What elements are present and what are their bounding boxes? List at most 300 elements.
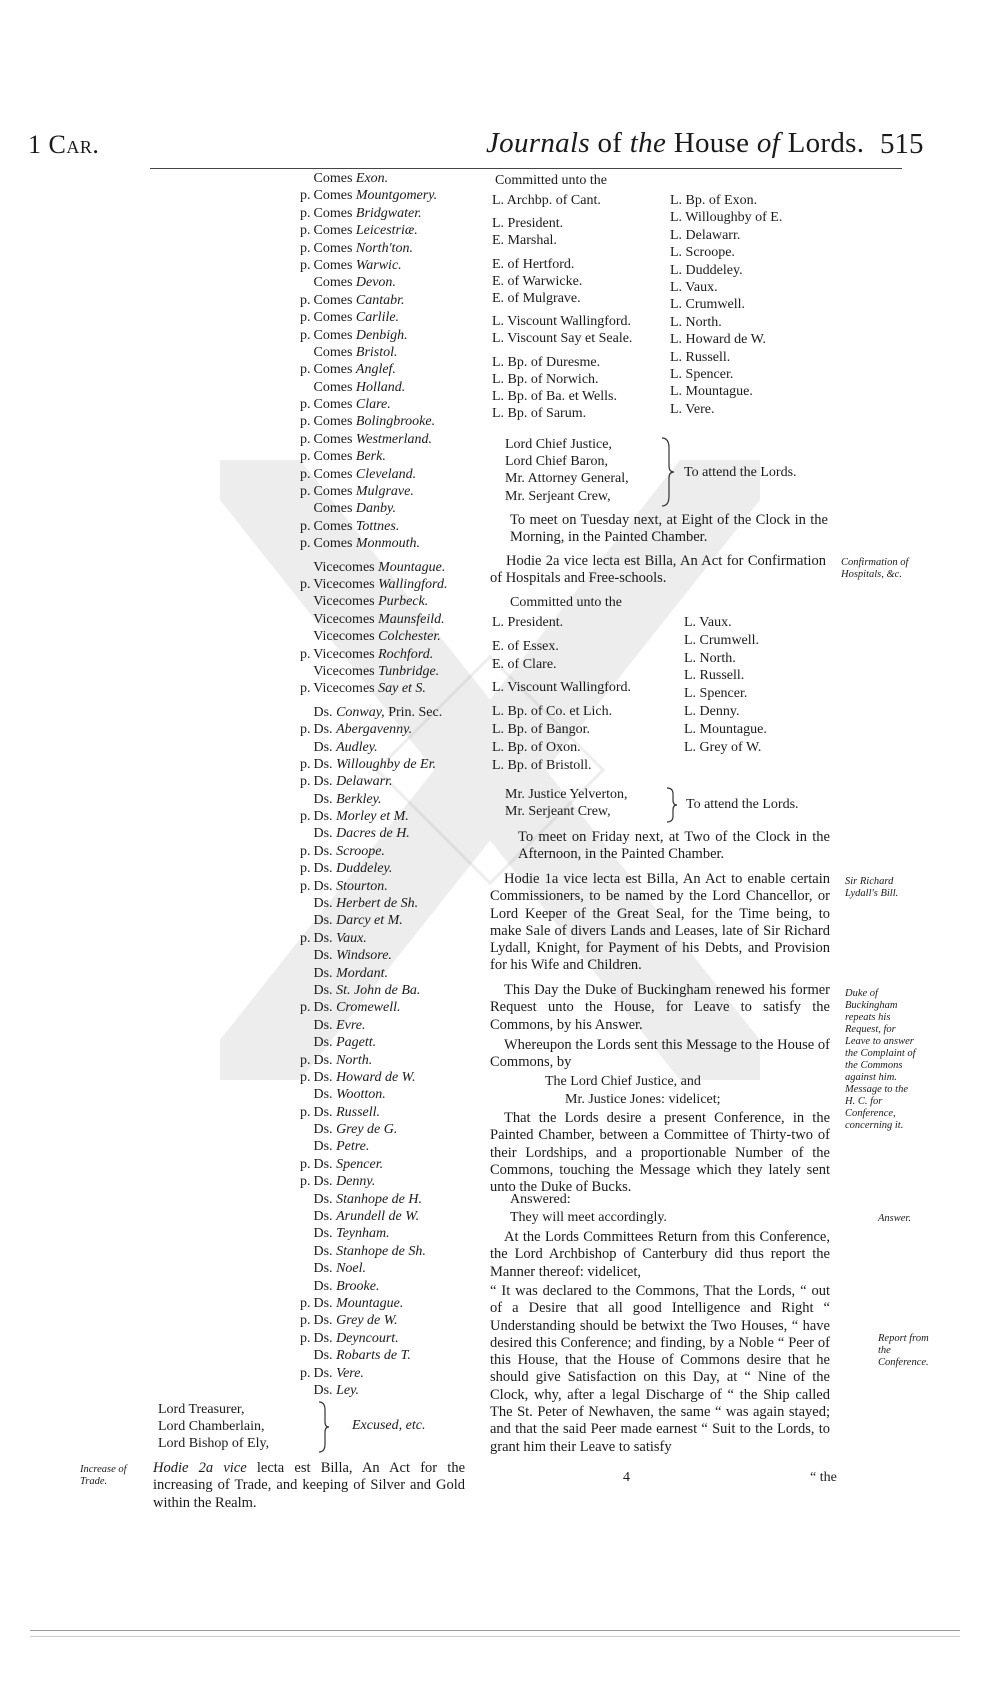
present-mark: p. [300,1156,311,1172]
roll-rank: Comes [313,171,353,186]
roll-title: Vaux. [336,930,367,946]
roll-rank: Comes [313,205,353,221]
present-mark: p. [300,518,311,534]
bill-hospitals-text: Hodie 2a vice lecta est Billa, An Act for Confirmation of Hospitals and Free-schools. [490,553,826,587]
present-mark: p. [300,809,311,825]
present-mark: p. [300,722,311,738]
roll-title: Maunsfeild. [378,611,445,627]
roll-entry [300,1173,475,1190]
roll-title: Devon. [355,275,396,291]
committee-member: L. Russell. [670,349,731,365]
roll-title: Abergavenny. [336,722,413,738]
roll-entry [300,1382,475,1399]
roll-title: Herbert de Sh. [336,896,419,912]
brace [660,436,676,508]
roll-title: Say et S. [378,681,426,697]
roll-rank: Ds. [313,1104,333,1120]
roll-title: Mountague. [378,559,446,575]
roll-title: Willoughby de Er. [336,756,436,772]
roll-title: Exon. [355,171,389,186]
roll-title: Vere. [336,1365,364,1381]
report-quote: “ It was declared to the Commons, That the Lords, “ out of a Desire that all good Intelligence and Right “ Understanding should be betwixt the Two Houses, “ have desired this Conference; and finding, by a Noble “ Peer of this House, that the House of Commons desire that he should give Satisfaction on this Day, at “ Nine of the Clock, why, after a legal Discharge of “ the Ship called The St. Peter of Newhaven, the same “ was again stayed; and that the said Peer made earnest “ Suit to the Lords, to grant him their Leave to satisfy [490,1283,830,1455]
committee1-heading: Committed unto the [495,173,607,188]
roll-rank: Ds. [313,930,333,946]
present-mark: p. [300,292,311,308]
roll-entry [300,1191,475,1208]
roll-title: Cromewell. [336,1000,401,1016]
present-mark: p. [300,310,311,326]
roll-entry [300,1225,475,1242]
present-mark: p. [300,878,311,894]
roll-rank: Ds. [313,896,333,912]
roll-entry [300,999,475,1016]
committee-member: L. Crumwell. [670,297,746,313]
roll-rank: Ds. [313,1052,333,1068]
margin-note-buckingham: Duke of Buckingham repeats his Request, for Leave to answer the Complaint of the Commons against him. Message to the H. C. for Conference, concerning it. [845,988,916,1131]
roll-rank: Comes [313,240,353,256]
roll-title: Grey de G. [336,1122,398,1138]
committee-member: Lord Chief Baron, [505,454,609,470]
roll-title: Cleveland. [355,466,417,482]
committee2-meet: To meet on Friday next, at Two of the Clock in the Afternoon, in the Painted Chamber. [518,829,830,863]
committee-member: L. Denny. [684,703,740,719]
buckingham-para2: Whereupon the Lords sent this Message to the House of Commons, by [490,1037,830,1071]
roll-entry [300,825,475,842]
committee-member: L. Bp. of Exon. [670,193,758,208]
roll-rank: Ds. [313,861,333,877]
roll-title: Windsore. [336,948,392,964]
committee-member: L. Duddeley. [670,262,743,278]
roll-rank: Comes [313,344,353,360]
roll-rank: Comes [313,327,353,343]
roll-entry [300,379,475,396]
roll-title: Denbigh. [355,327,408,343]
present-mark: p. [300,576,311,592]
roll-entry [300,187,475,204]
present-mark: p. [300,466,311,482]
roll-rank: Ds. [313,1348,333,1364]
roll-rank: Ds. [313,791,333,807]
roll-title: Stanhope de H. [336,1191,422,1207]
present-mark: p. [300,646,311,662]
committee-member: Mr. Attorney General, [505,471,629,487]
roll-rank: Ds. [313,1174,333,1190]
roll-entry [300,1069,475,1086]
committee-member: L. Vaux. [670,279,718,295]
roll-entry [300,327,475,344]
roll-title: Stanhope de Sh. [336,1243,426,1259]
roll-title: Leicestriæ. [355,223,418,239]
roll-title: Cantabr. [355,292,405,308]
roll-rank: Ds. [313,756,333,772]
roll-entry [300,895,475,912]
present-mark: p. [300,774,311,790]
roll-rank: Ds. [313,878,333,894]
roll-entry [300,912,475,929]
margin-note-answer: Answer. [878,1213,911,1224]
roll-title: Colchester. [378,629,441,645]
roll-entry [300,808,475,825]
roll-title: Wootton. [336,1087,386,1103]
roll-title: Warwic. [355,257,402,273]
committee1-meet: To meet on Tuesday next, at Eight of the Clock in the Morning, in the Painted Chamber. [510,512,828,546]
committee-member: L. Bp. of Co. et Lich. [492,704,613,720]
committee-member: E. of Warwicke. [492,273,583,289]
roll-rank: Ds. [313,1261,333,1277]
present-mark: p. [300,431,311,447]
committee-member: E. Marshal. [492,233,557,249]
committee-member: L. Bp. of Bristoll. [492,757,592,773]
roll-title: Darcy et M. [336,913,403,929]
roll-rank: Comes [313,292,353,308]
roll-entry [300,860,475,877]
roll-title: Morley et M. [336,809,409,825]
present-mark: p. [300,861,311,877]
roll-entry [300,739,475,756]
roll-title: Purbeck. [378,594,429,610]
roll-suffix: Prin. Sec. [388,704,443,720]
roll-entry [300,947,475,964]
roll-title: Robarts de T. [336,1348,411,1364]
roll-title: Russell. [336,1104,381,1120]
roll-entry [300,1138,475,1155]
buckingham-messenger: The Lord Chief Justice, and [545,1074,701,1089]
roll-entry [300,773,475,790]
margin-note-hospitals: Confirmation of Hospitals, &c. [841,557,909,580]
roll-entry [300,1052,475,1069]
committee2-attend-label: To attend the Lords. [686,797,799,812]
roll-rank: Ds. [313,1139,333,1155]
present-mark: p. [300,930,311,946]
roll-entry [300,309,475,326]
buckingham-messenger: Mr. Justice Jones: videlicet; [565,1092,721,1107]
page-number: 515 [880,128,924,160]
roll-rank: Vicecomes [313,594,375,610]
committee-member: L. Bp. of Norwich. [492,371,599,387]
roll-title: Clare. [355,397,391,413]
buckingham-para1: This Day the Duke of Buckingham renewed his former Request unto the House, for Leave to satisfy the Commons, by his Answer. [490,982,830,1033]
roll-rank: Comes [313,223,353,239]
committee-member: Mr. Serjeant Crew, [505,488,611,504]
roll-title: Dacres de H. [336,826,410,842]
roll-rank: Ds. [313,1243,333,1259]
excused-label: Excused, etc. [352,1418,426,1433]
committee-member: L. President. [492,216,564,232]
present-mark: p. [300,1296,311,1311]
roll-entry [300,1347,475,1364]
roll-call-list [300,170,475,1399]
roll-title: Howard de W. [336,1069,416,1085]
roll-title: Wallingford. [378,576,448,592]
roll-entry [300,1034,475,1051]
roll-entry [300,843,475,860]
present-mark: p. [300,1365,311,1381]
excused-line: Lord Treasurer, [158,1402,245,1417]
roll-title: Tottnes. [355,518,400,534]
roll-rank: Ds. [313,1069,333,1085]
roll-rank: Comes [313,484,353,500]
roll-title: Mordant. [336,965,389,981]
roll-title: Denny. [336,1174,376,1190]
present-mark: p. [300,756,311,772]
committee-member: L. Bp. of Duresme. [492,354,601,370]
roll-rank: Ds. [313,739,333,755]
excused-line: Lord Chamberlain, [158,1419,265,1434]
roll-rank: Ds. [313,1330,333,1346]
roll-entry [300,222,475,239]
roll-title: Carlile. [355,310,400,326]
committee-member: E. of Clare. [492,656,557,672]
committee-member: L. Vaux. [684,615,732,630]
committee-member: L. Russell. [684,668,745,684]
catchword: “ the [810,1470,837,1485]
report-intro: At the Lords Committees Return from this Conference, the Lord Archbishop of Canterbury did thus report the Manner thereof: videlicet, [490,1229,830,1280]
roll-rank: Ds. [313,1278,333,1294]
roll-title: Stourton. [336,878,388,894]
roll-entry [300,611,475,628]
roll-title: North. [336,1052,373,1068]
roll-rank: Comes [313,257,353,273]
committee-member: L. Spencer. [684,686,748,702]
roll-entry [300,1017,475,1034]
roll-title: Berkley. [336,791,382,807]
excused-lords [158,1401,269,1452]
header-rule [150,168,902,169]
roll-entry [300,1121,475,1138]
roll-title: Mulgrave. [355,484,414,500]
committee-member: L. Mountague. [684,721,767,737]
committee-member: L. Bp. of Oxon. [492,739,581,755]
roll-title: Rochford. [378,646,434,662]
roll-entry [300,680,475,697]
roll-entry [300,721,475,738]
roll-title: St. John de Ba. [336,982,421,998]
roll-rank: Ds. [313,1087,333,1103]
roll-rank: Vicecomes [313,629,375,645]
roll-title: Noel. [336,1261,367,1277]
roll-entry [300,483,475,500]
roll-rank: Comes [313,431,353,447]
roll-title: Bristol. [355,344,398,360]
running-head-title: Journals of the House of Lords. [486,127,865,159]
present-mark: p. [300,449,311,465]
roll-entry [300,930,475,947]
committee-member: E. of Mulgrave. [492,290,581,306]
roll-title: Bolingbrooke. [355,414,436,430]
roll-entry [300,1330,475,1347]
committee-member: Lord Chief Justice, [505,437,612,452]
roll-entry [300,170,475,187]
roll-entry [300,965,475,982]
committee-member: L. Delawarr. [670,227,741,243]
roll-title: Pagett. [336,1035,377,1051]
present-mark: p. [300,1069,311,1085]
committee1-attend-label: To attend the Lords. [684,465,797,480]
roll-rank: Ds. [313,948,333,964]
roll-rank: Ds. [313,1226,333,1242]
roll-rank: Comes [313,397,353,413]
roll-entry [300,628,475,645]
roll-rank: Comes [313,275,353,291]
present-mark: p. [300,1000,311,1016]
roll-rank: Comes [313,379,353,395]
roll-rank: Ds. [313,1209,333,1225]
committee-member: L. Viscount Wallingford. [492,314,632,330]
roll-entry [300,292,475,309]
margin-note-lydall: Sir Richard Lydall's Bill. [845,876,899,899]
roll-title: Berk. [355,449,386,465]
roll-entry [300,257,475,274]
roll-rank: Comes [313,449,353,465]
committee-member: L. President. [492,615,564,630]
roll-rank: Vicecomes [313,611,375,627]
brace [665,786,679,824]
roll-entry [300,791,475,808]
committee-member: L. Scroope. [670,245,735,261]
margin-note-trade: Increase of Trade. [80,1464,127,1487]
roll-entry [300,448,475,465]
present-mark: p. [300,188,311,204]
committee-member: L. Bp. of Ba. et Wells. [492,388,617,404]
roll-entry [300,1243,475,1260]
committee1-left-list [492,192,632,422]
roll-rank: Ds. [313,704,333,720]
answer-text: They will meet accordingly. [510,1210,667,1225]
present-mark: p. [300,414,311,430]
present-mark: p. [300,257,311,273]
roll-title: Teynham. [336,1226,390,1242]
roll-entry [300,704,475,721]
roll-title: Brooke. [336,1278,380,1294]
roll-rank: Ds. [313,1296,333,1311]
roll-rank: Ds. [313,1365,333,1381]
brace [317,1400,331,1454]
committee1-right-list [670,192,782,418]
roll-entry [300,1260,475,1277]
roll-entry [300,240,475,257]
committee-member: L. Willoughby of E. [670,210,783,226]
present-mark: p. [300,1330,311,1346]
roll-rank: Ds. [313,1156,333,1172]
signature-mark: 4 [623,1470,630,1485]
roll-rank: Comes [313,310,353,326]
roll-rank: Ds. [313,809,333,825]
roll-entry [300,646,475,663]
roll-rank: Ds. [313,843,333,859]
roll-rank: Ds. [313,1035,333,1051]
committee-member: L. Viscount Say et Seale. [492,331,633,347]
roll-title: Mountgomery. [355,188,438,204]
roll-title: Westmerland. [355,431,432,447]
roll-entry [300,559,475,576]
roll-rank: Comes [313,414,353,430]
present-mark: p. [300,843,311,859]
roll-title: Anglef. [355,362,396,378]
committee-member: E. of Essex. [492,638,559,654]
present-mark: p. [300,536,311,552]
roll-entry [300,361,475,378]
roll-title: Arundell de W. [336,1209,420,1225]
committee-member: L. Grey of W. [684,739,762,755]
present-mark: p. [300,1174,311,1190]
committee-member: Mr. Justice Yelverton, [505,787,628,802]
roll-title: Ley. [336,1382,360,1398]
present-mark: p. [300,1313,311,1329]
present-mark: p. [300,223,311,239]
roll-entry [300,413,475,430]
bottom-rule [30,1636,960,1637]
roll-title: North'ton. [355,240,413,256]
roll-entry [300,576,475,593]
roll-rank: Ds. [313,722,333,738]
roll-entry [300,1365,475,1382]
roll-rank: Comes [313,188,353,204]
committee-member: L. North. [684,650,736,666]
committee-member: L. Bp. of Sarum. [492,406,587,422]
committee-member: Mr. Serjeant Crew, [505,804,611,820]
roll-entry [300,274,475,291]
roll-rank: Ds. [313,913,333,929]
committee-member: L. North. [670,314,722,330]
committee2-attend-list [505,786,628,820]
roll-entry [300,1208,475,1225]
roll-rank: Ds. [313,826,333,842]
roll-entry [300,466,475,483]
committee-member: L. Mountague. [670,384,753,400]
bill-trade-text: Hodie 2a vice lecta est Billa, An Act for the increasing of Trade, and keeping of Silver and Gold within the Realm. [153,1460,466,1511]
answer-label: Answered: [510,1192,571,1207]
roll-rank: Ds. [313,982,333,998]
roll-rank: Vicecomes [313,663,375,679]
roll-entry [300,1086,475,1103]
roll-rank: Comes [313,362,353,378]
present-mark: p. [300,362,311,378]
present-mark: p. [300,205,311,221]
roll-entry [300,1104,475,1121]
present-mark: p. [300,240,311,256]
roll-rank: Comes [313,536,353,552]
committee2-left-list [492,614,631,774]
roll-title: Tunbridge. [378,663,440,679]
committee-member: L. Howard de W. [670,332,767,348]
roll-entry [300,756,475,773]
roll-rank: Vicecomes [313,576,375,592]
committee1-attend-list [505,436,629,505]
buckingham-para3: That the Lords desire a present Conference, in the Painted Chamber, between a Committee of Thirty-two of their Lordships, and a proportionable Number of the Commons, touching the Message which they lately sent unto the Duke of Bucks. [490,1110,830,1196]
roll-entry [300,500,475,517]
committee-member: L. Bp. of Bangor. [492,721,590,737]
committee-member: L. Spencer. [670,366,734,382]
roll-entry [300,1278,475,1295]
roll-title: Delawarr. [336,774,393,790]
committee-member: L. Archbp. of Cant. [492,193,601,208]
roll-title: Scroope. [336,843,385,859]
roll-rank: Ds. [313,1017,333,1033]
roll-entry [300,982,475,999]
roll-rank: Ds. [313,774,333,790]
roll-title: Grey de W. [336,1313,398,1329]
excused-line: Lord Bishop of Ely, [158,1436,270,1451]
roll-rank: Ds. [313,1313,333,1329]
roll-entry [300,1295,475,1312]
committee2-right-list [684,614,767,756]
roll-entry [300,878,475,895]
roll-title: Evre. [336,1017,366,1033]
roll-entry [300,205,475,222]
present-mark: p. [300,1052,311,1068]
roll-rank: Ds. [313,1191,333,1207]
roll-title: Conway, [336,704,385,720]
